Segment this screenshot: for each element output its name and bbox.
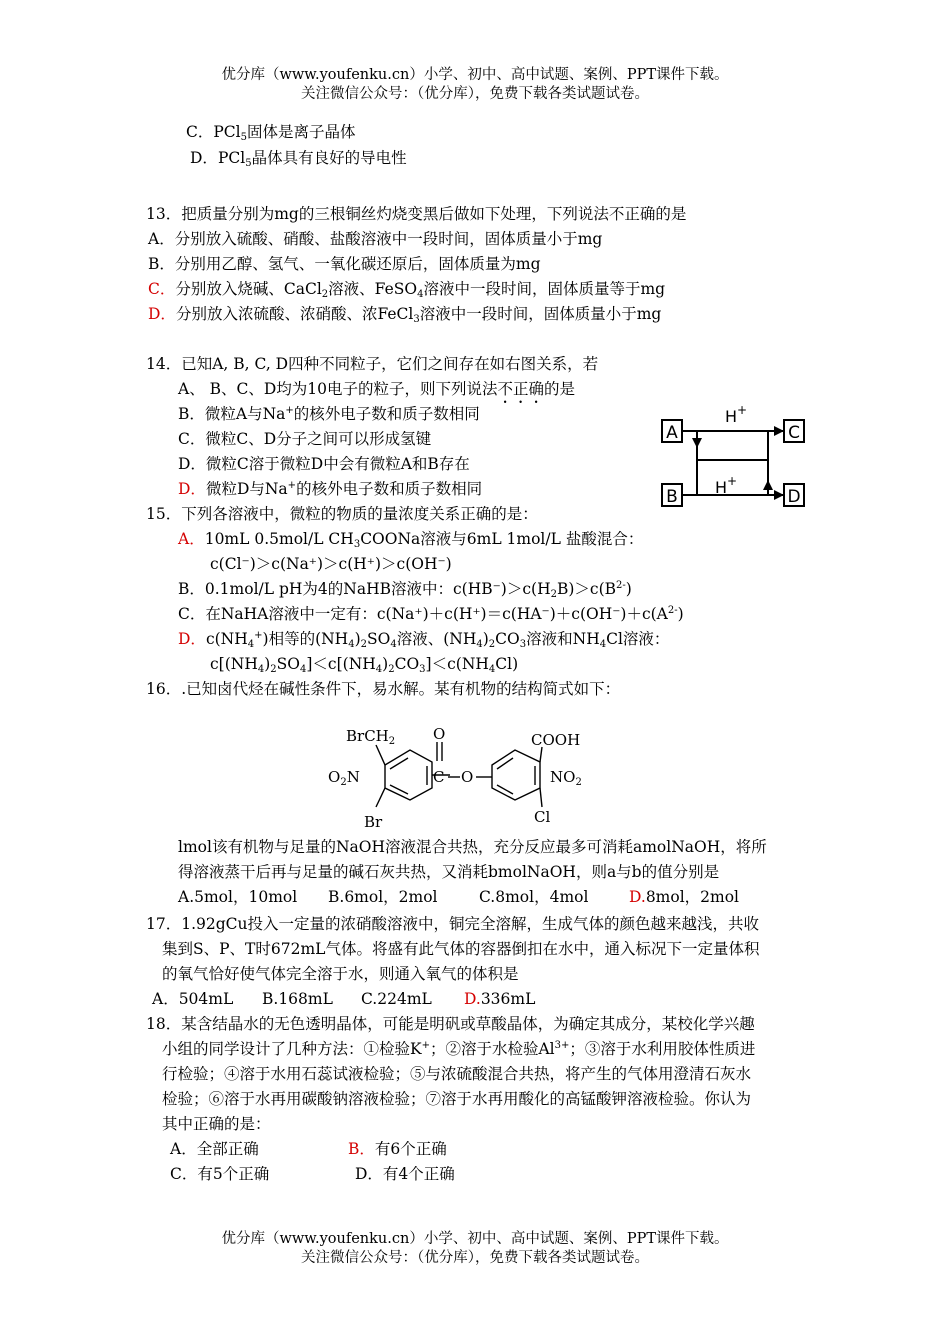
q12-option-d: D．PCl$_5$晶体具有良好的导电性 <box>190 149 407 169</box>
q16-body-2: 得溶液蒸干后再与足量的碱石灰共热，又消耗bmolNaOH，则a与b的值分别是 <box>178 863 720 881</box>
q16-stem: 16．.已知卤代烃在碱性条件下，易水解。某有机物的结构简式如下： <box>146 680 621 698</box>
footer-line-1: 优分库（www.youfenku.cn）小学、初中、高中试题、案例、PPT课件下载。 <box>221 1231 729 1247</box>
ester-oxygen: O <box>461 768 474 786</box>
answer-mark: B． <box>348 1140 375 1158</box>
footer-line-2: 关注微信公众号：（优分库），免费下载各类试题试卷。 <box>301 1250 649 1266</box>
q14-option-b: B．微粒A与Na+的核外电子数和质子数相同 <box>178 405 480 423</box>
q17-option-a: A．504mL <box>152 990 234 1008</box>
q14-option-c: C．微粒C、D分子之间可以形成氢键 <box>178 430 432 448</box>
q17-line-3: 的氧气恰好使气体完全溶于水，则通入氧气的体积是 <box>162 965 519 983</box>
q14-option-d2: D．微粒D与Na+的核外电子数和质子数相同 <box>178 480 483 498</box>
emphasis-text: 不正确 <box>497 380 545 398</box>
proton-label-top-sup: + <box>737 403 748 417</box>
q17-option-b: B.168mL <box>262 990 333 1008</box>
q15-option-a: A．10mL 0.5mol/L $CH_3COONa$溶液与6mL 1mol/L 盐酸混合： <box>178 530 644 550</box>
q16-option-c: C.8mol，4mol <box>479 888 589 906</box>
q13-option-a: A．分别放入硫酸、硝酸、盐酸溶液中一段时间，固体质量小于mg <box>148 230 603 248</box>
q18-option-c: C．有5个正确 <box>170 1165 270 1183</box>
q16-option-b: B.6mol，2mol <box>328 888 438 906</box>
answer-mark: A． <box>178 530 205 548</box>
answer-mark: D． <box>178 480 206 498</box>
q16-option-a: A.5mol，10mol <box>178 888 298 906</box>
proton-label-top: H <box>725 407 738 426</box>
carbonyl-oxygen: O <box>433 725 446 743</box>
q17-option-d: D.336mL <box>464 990 536 1008</box>
q15-option-a-eq: c(Cl⁻)＞c(Na⁺)＞c(H⁺)＞c(OH⁻) <box>210 555 452 573</box>
q14-stem: 14．已知A, B, C, D四种不同粒子，它们之间存在如右图关系，若 <box>146 355 599 373</box>
q17-line-1: 17．1.92gCu投入一定量的浓硝酸溶液中，铜完全溶解，生成气体的颜色越来越浅，共收 <box>146 915 760 933</box>
proton-label-bottom: H <box>715 478 728 497</box>
q18-line-1: 18．某含结晶水的无色透明晶体，可能是明矾或草酸晶体，为确定其成分，某校化学兴趣 <box>146 1015 755 1033</box>
structural-formula <box>320 725 620 835</box>
group-cl: Cl <box>534 808 551 826</box>
answer-mark: D． <box>178 630 206 648</box>
q15-option-d-eq: $c[(NH_4)_2SO_4]<c[(NH_4)_2CO_3]<c(NH_4Cl)$ <box>210 655 519 675</box>
q18-line-2: 小组的同学设计了几种方法：①检验K+；②溶于水检验$Al^{3+}$；③溶于水利用胶体性质进 <box>162 1040 756 1058</box>
node-a: A <box>666 423 678 443</box>
q17-options <box>152 988 536 1010</box>
q15-stem: 15．下列各溶液中，微粒的物质的量浓度关系正确的是： <box>146 505 538 523</box>
header-line-1: 优分库（www.youfenku.cn）小学、初中、高中试题、案例、PPT课件下载。 <box>221 67 729 83</box>
q13-option-d: D．分别放入浓硫酸、浓硝酸、浓FeCl$_3$溶液中一段时间，固体质量小于mg <box>148 305 662 325</box>
group-o2n: $O_2N$ <box>328 768 360 788</box>
q15-option-d: D．$c(NH_4^+)$相等的$(NH_4)_2SO_4$溶液、$(NH_4)_2CO_3$溶液和$NH_4Cl$溶液： <box>178 630 670 650</box>
q18-line-5: 其中正确的是： <box>162 1115 271 1133</box>
q17-option-c: C.224mL <box>361 990 432 1008</box>
answer-mark: D. <box>629 888 646 906</box>
q13-option-c: C．分别放入烧碱、CaCl$_2$溶液、FeSO$_4$溶液中一段时间，固体质量等于mg <box>148 280 666 300</box>
q18-line-4: 检验；⑥溶于水再用碳酸钠溶液检验；⑦溶于水再用酸化的高锰酸钾溶液检验。你认为 <box>162 1090 752 1108</box>
node-c: C <box>788 423 800 443</box>
header-line-2: 关注微信公众号：（优分库），免费下载各类试题试卷。 <box>301 86 649 102</box>
q16-options <box>178 886 740 908</box>
q18-option-a: A．全部正确 <box>170 1140 259 1158</box>
answer-mark: D． <box>148 305 176 323</box>
node-b: B <box>666 487 678 507</box>
q14-option-d: D．微粒C溶于微粒D中会有微粒A和B存在 <box>178 455 470 473</box>
node-d: D <box>787 487 801 507</box>
carbonyl-carbon: C <box>433 768 445 786</box>
q13-option-b: B．分别用乙醇、氢气、一氧化碳还原后，固体质量为mg <box>148 255 541 273</box>
q16-body-1: lmol该有机物与足量的NaOH溶液混合共热，充分反应最多可消耗amolNaOH，将所 <box>178 838 767 856</box>
group-br: Br <box>364 813 383 831</box>
proton-label-bottom-sup: + <box>727 474 738 488</box>
answer-mark: D. <box>464 990 481 1008</box>
q18-option-b: B．有6个正确 <box>348 1140 447 1158</box>
answer-mark: C． <box>148 280 176 298</box>
q15-option-b: B．0.1mol/L pH为4的NaHB溶液中：$c(HB^-)>c(H_2B)>c(B^{2-})$ <box>178 580 632 600</box>
q15-option-c: C．在NaHA溶液中一定有：$c(Na^+)+c(H^+)=c(HA^-)+c(OH^-)+c(A^{2-})$ <box>178 605 684 623</box>
group-cooh: COOH <box>531 731 581 749</box>
q14-stem-2: A、 B、C、D均为10电子的粒子，则下列说法不正确的是 <box>178 380 576 398</box>
group-brch2: BrCH$_2$ <box>346 727 396 747</box>
q12-option-c: C．PCl$_5$固体是离子晶体 <box>186 123 356 143</box>
q16-option-d: D.8mol，2mol <box>629 888 740 906</box>
particle-relation-diagram <box>655 400 815 512</box>
q13-stem: 13．把质量分别为mg的三根铜丝灼烧变黑后做如下处理，下列说法不正确的是 <box>146 205 687 223</box>
group-no2: $NO_2$ <box>550 768 582 788</box>
q17-line-2: 集到S、P、T时672mL气体。将盛有此气体的容器倒扣在水中，通入标况下一定量体积 <box>162 940 760 958</box>
q18-option-d: D．有4个正确 <box>355 1165 455 1183</box>
q18-line-3: 行检验；④溶于水用石蕊试液检验；⑤与浓硫酸混合共热，将产生的气体用澄清石灰水 <box>162 1065 752 1083</box>
